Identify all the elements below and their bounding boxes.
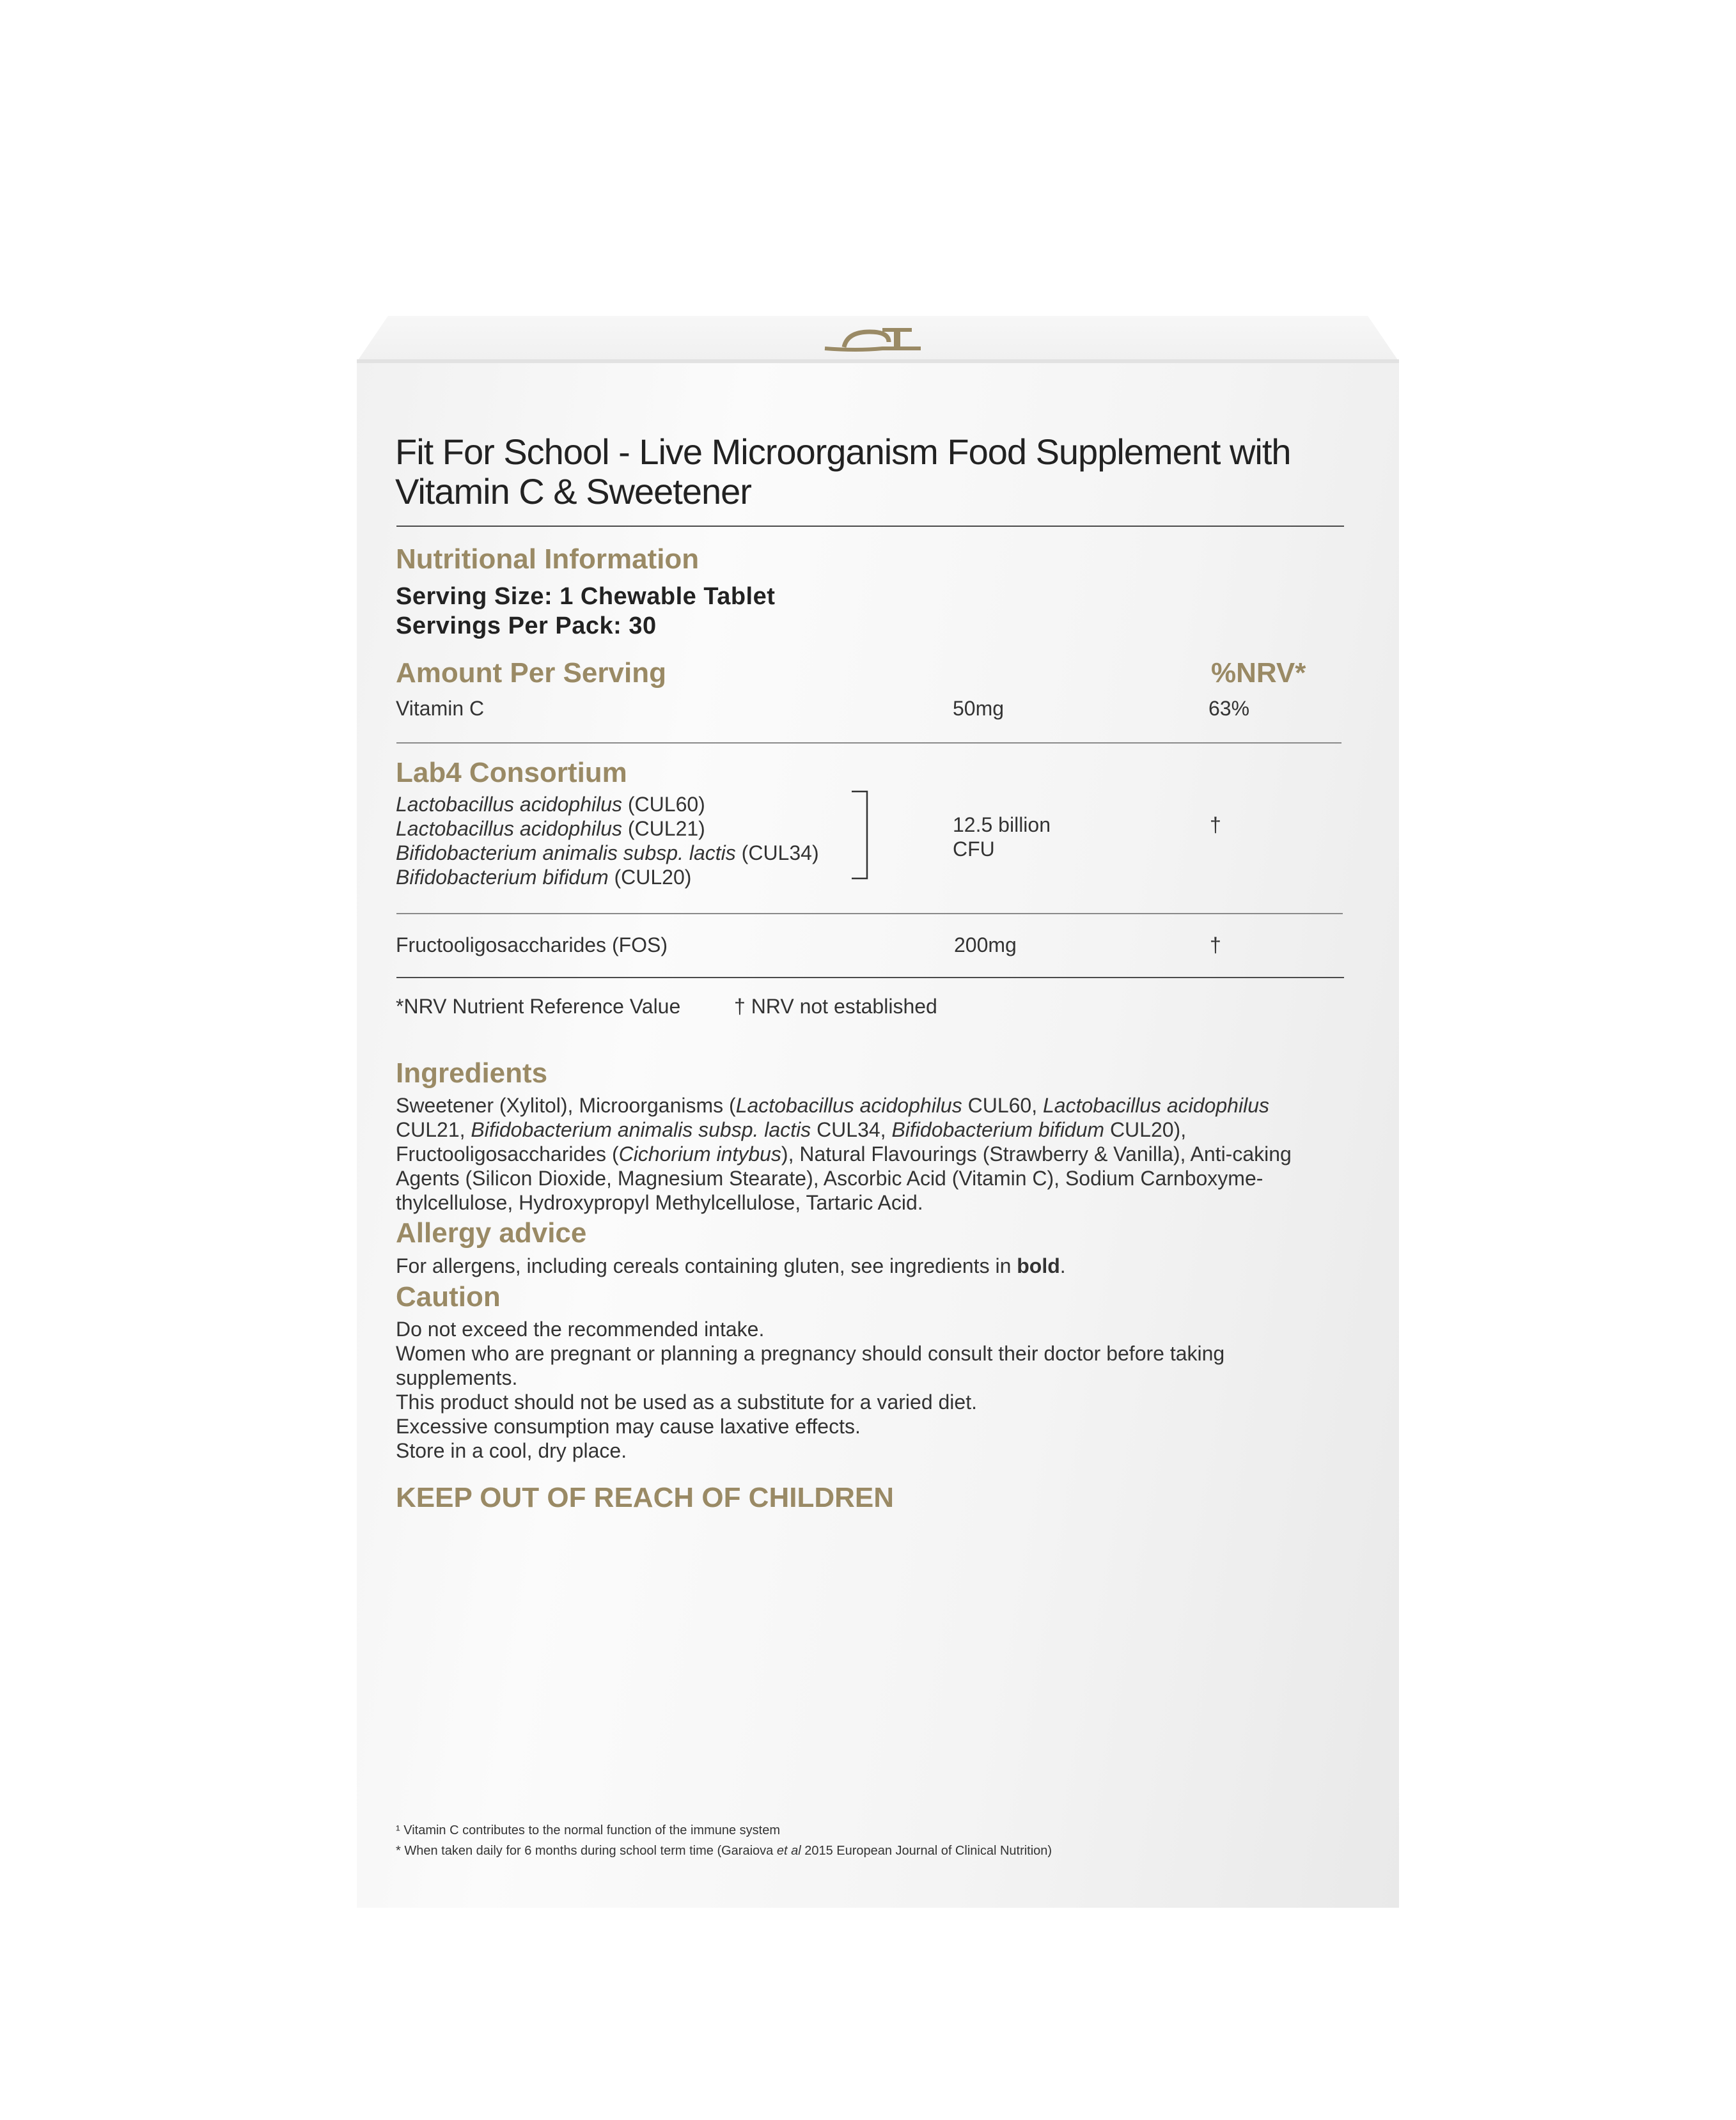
consortium-heading: Lab4 Consortium (396, 757, 627, 788)
ingredients-text: Sweetener (Xylitol), Microorganisms (Lactobacillus acidophilus CUL60, Lactobacillus acidophilus CUL21, Bifidobacterium animalis subsp. lactis CUL34, Bifidobacterium bifidum CUL20), Fructooligosaccharides (Cichorium intybus), Natural Flavourings (Strawberry & Vanilla), Anti-caking Agents (Silicon Dioxide, Magnesium Stearate), Ascorbic Acid (Vitamin C), Sodium Carnboxyme-thylcellulose, Hydroxypropyl Methylcellulose, Tartaric Acid. (396, 1094, 1292, 1214)
fos-nrv: † (1210, 933, 1221, 956)
caution-heading: Caution (396, 1281, 501, 1313)
product-title-line2: Vitamin C & Sweetener (395, 471, 751, 511)
caution-line: Women who are pregnant or planning a pregnancy should consult their doctor before taking supplements. (396, 1342, 1225, 1389)
strain-1: Lactobacillus acidophilus (CUL60) (396, 793, 705, 816)
vitamin-c-nrv: 63% (1208, 697, 1250, 720)
fos-name: Fructooligosaccharides (FOS) (396, 933, 668, 956)
nrv-heading: %NRV* (1211, 657, 1306, 689)
nrv-footnote: *NRV Nutrient Reference Value (396, 995, 681, 1018)
footnote-study: * When taken daily for 6 months during school term time (Garaiova et al 2015 European Journal of Clinical Nutrition) (396, 1844, 1052, 1858)
caution-line: Do not exceed the recommended intake. (396, 1318, 765, 1341)
brand-logo-icon (818, 323, 927, 354)
strain-4: Bifidobacterium bifidum (CUL20) (396, 866, 692, 889)
strain-2: Lactobacillus acidophilus (CUL21) (396, 817, 705, 840)
serving-size: Serving Size: 1 Chewable Tablet (396, 583, 776, 610)
vitamin-c-name: Vitamin C (396, 697, 485, 720)
consortium-amount-line1: 12.5 billion (953, 813, 1051, 836)
caution-line: Excessive consumption may cause laxative effects. (396, 1415, 861, 1438)
keep-out-of-reach-warning: KEEP OUT OF REACH OF CHILDREN (396, 1482, 895, 1513)
dagger-footnote: † NRV not established (734, 995, 937, 1018)
caution-line: Store in a cool, dry place. (396, 1439, 627, 1462)
consortium-amount-line2: CFU (953, 838, 995, 861)
product-title-line1: Fit For School - Live Microorganism Food Supplement with (395, 432, 1291, 472)
fos-amount: 200mg (954, 933, 1017, 956)
nutrition-heading: Nutritional Information (396, 543, 700, 575)
allergy-heading: Allergy advice (396, 1217, 587, 1249)
caution-text (396, 1317, 1336, 1463)
vitamin-divider (396, 742, 1341, 744)
vitamin-c-amount: 50mg (953, 697, 1005, 720)
table-bottom-divider (396, 977, 1344, 978)
consortium-nrv: † (1210, 813, 1221, 836)
allergy-text: For allergens, including cereals containing gluten, see ingredients in bold. (396, 1254, 1066, 1277)
amount-per-serving-heading: Amount Per Serving (396, 657, 666, 689)
caution-line: This product should not be used as a substitute for a varied diet. (396, 1391, 977, 1414)
ingredients-heading: Ingredients (396, 1057, 548, 1089)
footnote-vitamin-c: ¹ Vitamin C contributes to the normal function of the immune system (396, 1823, 781, 1837)
strain-3: Bifidobacterium animalis subsp. lactis (CUL34) (396, 841, 819, 864)
title-divider (396, 526, 1344, 527)
strain-bracket-icon (850, 790, 870, 881)
servings-per-pack: Servings Per Pack: 30 (396, 612, 657, 639)
consortium-divider (396, 913, 1343, 914)
